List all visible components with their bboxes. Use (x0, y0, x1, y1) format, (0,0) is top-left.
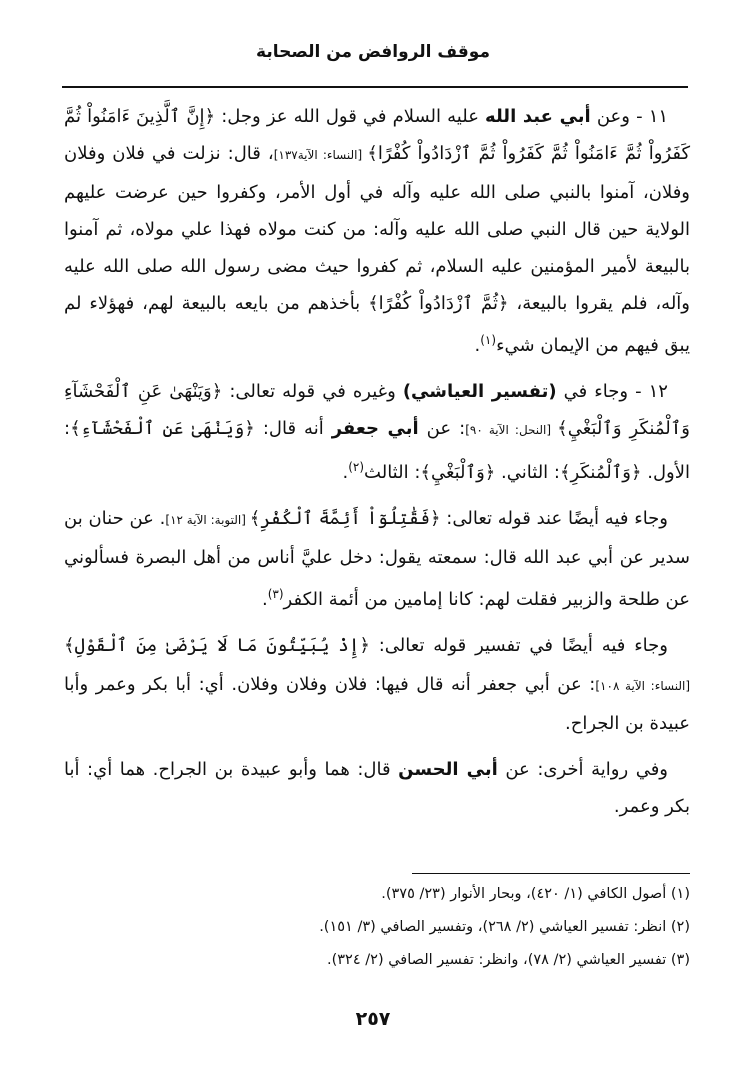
quran-verse: ﴿وَٱلْبَغْيِ﴾ (420, 462, 496, 483)
quran-verse: ﴿ثُمَّ ٱزْدَادُواْ كُفْرًا﴾ (368, 293, 509, 314)
paragraph-11: ١١ - وعن أبي عبد الله عليه السلام في قول الله عز وجل: ﴿إِنَّ ٱلَّذِينَ ءَامَنُواْ ثُمَّ كَفَرُواْ ثُمَّ ءَامَنُواْ ثُمَّ كَفَرُواْ ثُمَّ ٱزْدَادُواْ كُفْرًا﴾ [النساء: الآية١٣٧]، قال: نزلت في فلان وفلان وفلان، آمنوا بالنبي صلى الله عليه وآله في أول الأمر، وكفروا حين عرضت عليهم الولاية حين قال النبي صلى الله عليه وآله: من كنت مولاه فهذا علي مولاه، ثم آمنوا بالبيعة لأمير المؤمنين عليه السلام، ثم كفروا حيث مضى رسول الله صلى الله عليه وآله، فلم يقروا بالبيعة، ﴿ثُمَّ ٱزْدَادُواْ كُفْرًا﴾ بأخذهم من بايعه بالبيعة لهم، فهؤلاء لم يبق فيهم من الإيمان شيء$^{(١)}$. (64, 106, 691, 356)
quran-verse: ﴿وَٱلْمُنكَرِ﴾ (559, 462, 642, 483)
footnote-ref[interactable]: (٢) (348, 460, 365, 474)
verse-reference: [التوبة: الآية ١٢] (165, 513, 250, 527)
page-number: ٢٥٧ (355, 1008, 391, 1030)
footnote-1: (١) أصول الكافي (١/ ٤٢٠)، وبحار الأنوار (٢٣/ ٣٧٥). (381, 886, 690, 902)
paragraph-other-narration: وفي رواية أخرى: عن أبي الحسن قال: هما وأبو عبيدة بن الجراح. هما أي: أبا بكر وعمر. (64, 759, 690, 817)
quran-verse: ﴿فَقَٰتِلُوٓاْ أَئِمَّةَ ٱلْكُفْرِ﴾ (249, 508, 441, 529)
narrator-name: أبي الحسن (398, 759, 498, 780)
narrator-name: أبي عبد الله (485, 106, 591, 127)
footnotes (64, 878, 690, 977)
footnote-2: (٢) انظر: تفسير العياشي (٢/ ٢٦٨)، وتفسير الصافي (٣/ ١٥١). (319, 919, 690, 935)
verse-reference: [النساء: الآية ١٠٨] (595, 679, 691, 693)
quran-verse: ﴿إِنَّ ٱلَّذِينَ ءَامَنُواْ ثُمَّ كَفَرُواْ ثُمَّ ءَامَنُواْ ثُمَّ كَفَرُواْ ثُمَّ ٱزْدَادُواْ كُفْرًا﴾ (64, 106, 691, 164)
quran-verse: ﴿وَيَنْهَىٰ عَنِ ٱلْفَحْشَآءِ وَٱلْمُنكَرِ وَٱلْبَغْيِ﴾ (64, 381, 690, 439)
quran-verse: ﴿إِذْ يُبَيِّتُونَ مَا لَا يَرْضَىٰ مِنَ ٱلْقَوْلِ﴾ (64, 635, 370, 656)
main-text (64, 98, 690, 834)
header-rule (62, 86, 688, 88)
book-title: (تفسير العياشي) (402, 381, 557, 402)
verse-reference: [النحل: الآية ٩٠] (465, 423, 558, 437)
footnote-ref[interactable]: (٣) (267, 587, 284, 601)
verse-reference: [النساء: الآية١٣٧] (273, 148, 368, 162)
running-header-title: موقف الروافض من الصحابة (256, 42, 490, 62)
paragraph-12: ١٢ - وجاء في (تفسير العياشي) وغيره في قوله تعالى: ﴿وَيَنْهَىٰ عَنِ ٱلْفَحْشَآءِ وَٱلْمُنكَرِ وَٱلْبَغْيِ﴾ [النحل: الآية ٩٠]: عن أبي جعفر أنه قال: ﴿وَيَنْهَىٰ عَنِ ٱلْفَحْشَآءِ﴾: الأول. ﴿وَٱلْمُنكَرِ﴾: الثاني. ﴿وَٱلْبَغْيِ﴾: الثالث$^{(٢)}$. (64, 381, 690, 483)
paragraph-an-nisa: وجاء فيه أيضًا في تفسير قوله تعالى: ﴿إِذْ يُبَيِّتُونَ مَا لَا يَرْضَىٰ مِنَ ٱلْقَوْلِ﴾ [النساء: الآية ١٠٨]: عن أبي جعفر أنه قال فيها: فلان وفلان وفلان. أي: أبا بكر وعمر وأبا عبيدة بن الجراح. (64, 635, 691, 734)
footnote-rule (412, 873, 690, 874)
narrator-name: أبي جعفر (331, 418, 419, 439)
footnote-ref[interactable]: (١) (480, 333, 497, 347)
quran-verse: ﴿وَيَنْهَىٰ عَنِ ٱلْفَحْشَآءِ﴾ (70, 418, 255, 439)
footnote-3: (٣) تفسير العياشي (٢/ ٧٨)، وانظر: تفسير الصافي (٢/ ٣٢٤). (326, 952, 690, 968)
paragraph-at-tawbah: وجاء فيه أيضًا عند قوله تعالى: ﴿فَقَٰتِلُوٓاْ أَئِمَّةَ ٱلْكُفْرِ﴾ [التوبة: الآية ١٢]. عن حنان بن سدير عن أبي عبد الله قال: سمعته يقول: دخل عليَّ أناس من أهل البصرة فسألوني عن طلحة والزبير فقلت لهم: كانا إمامين من أئمة الكفر$^{(٣)}$. (64, 508, 690, 610)
